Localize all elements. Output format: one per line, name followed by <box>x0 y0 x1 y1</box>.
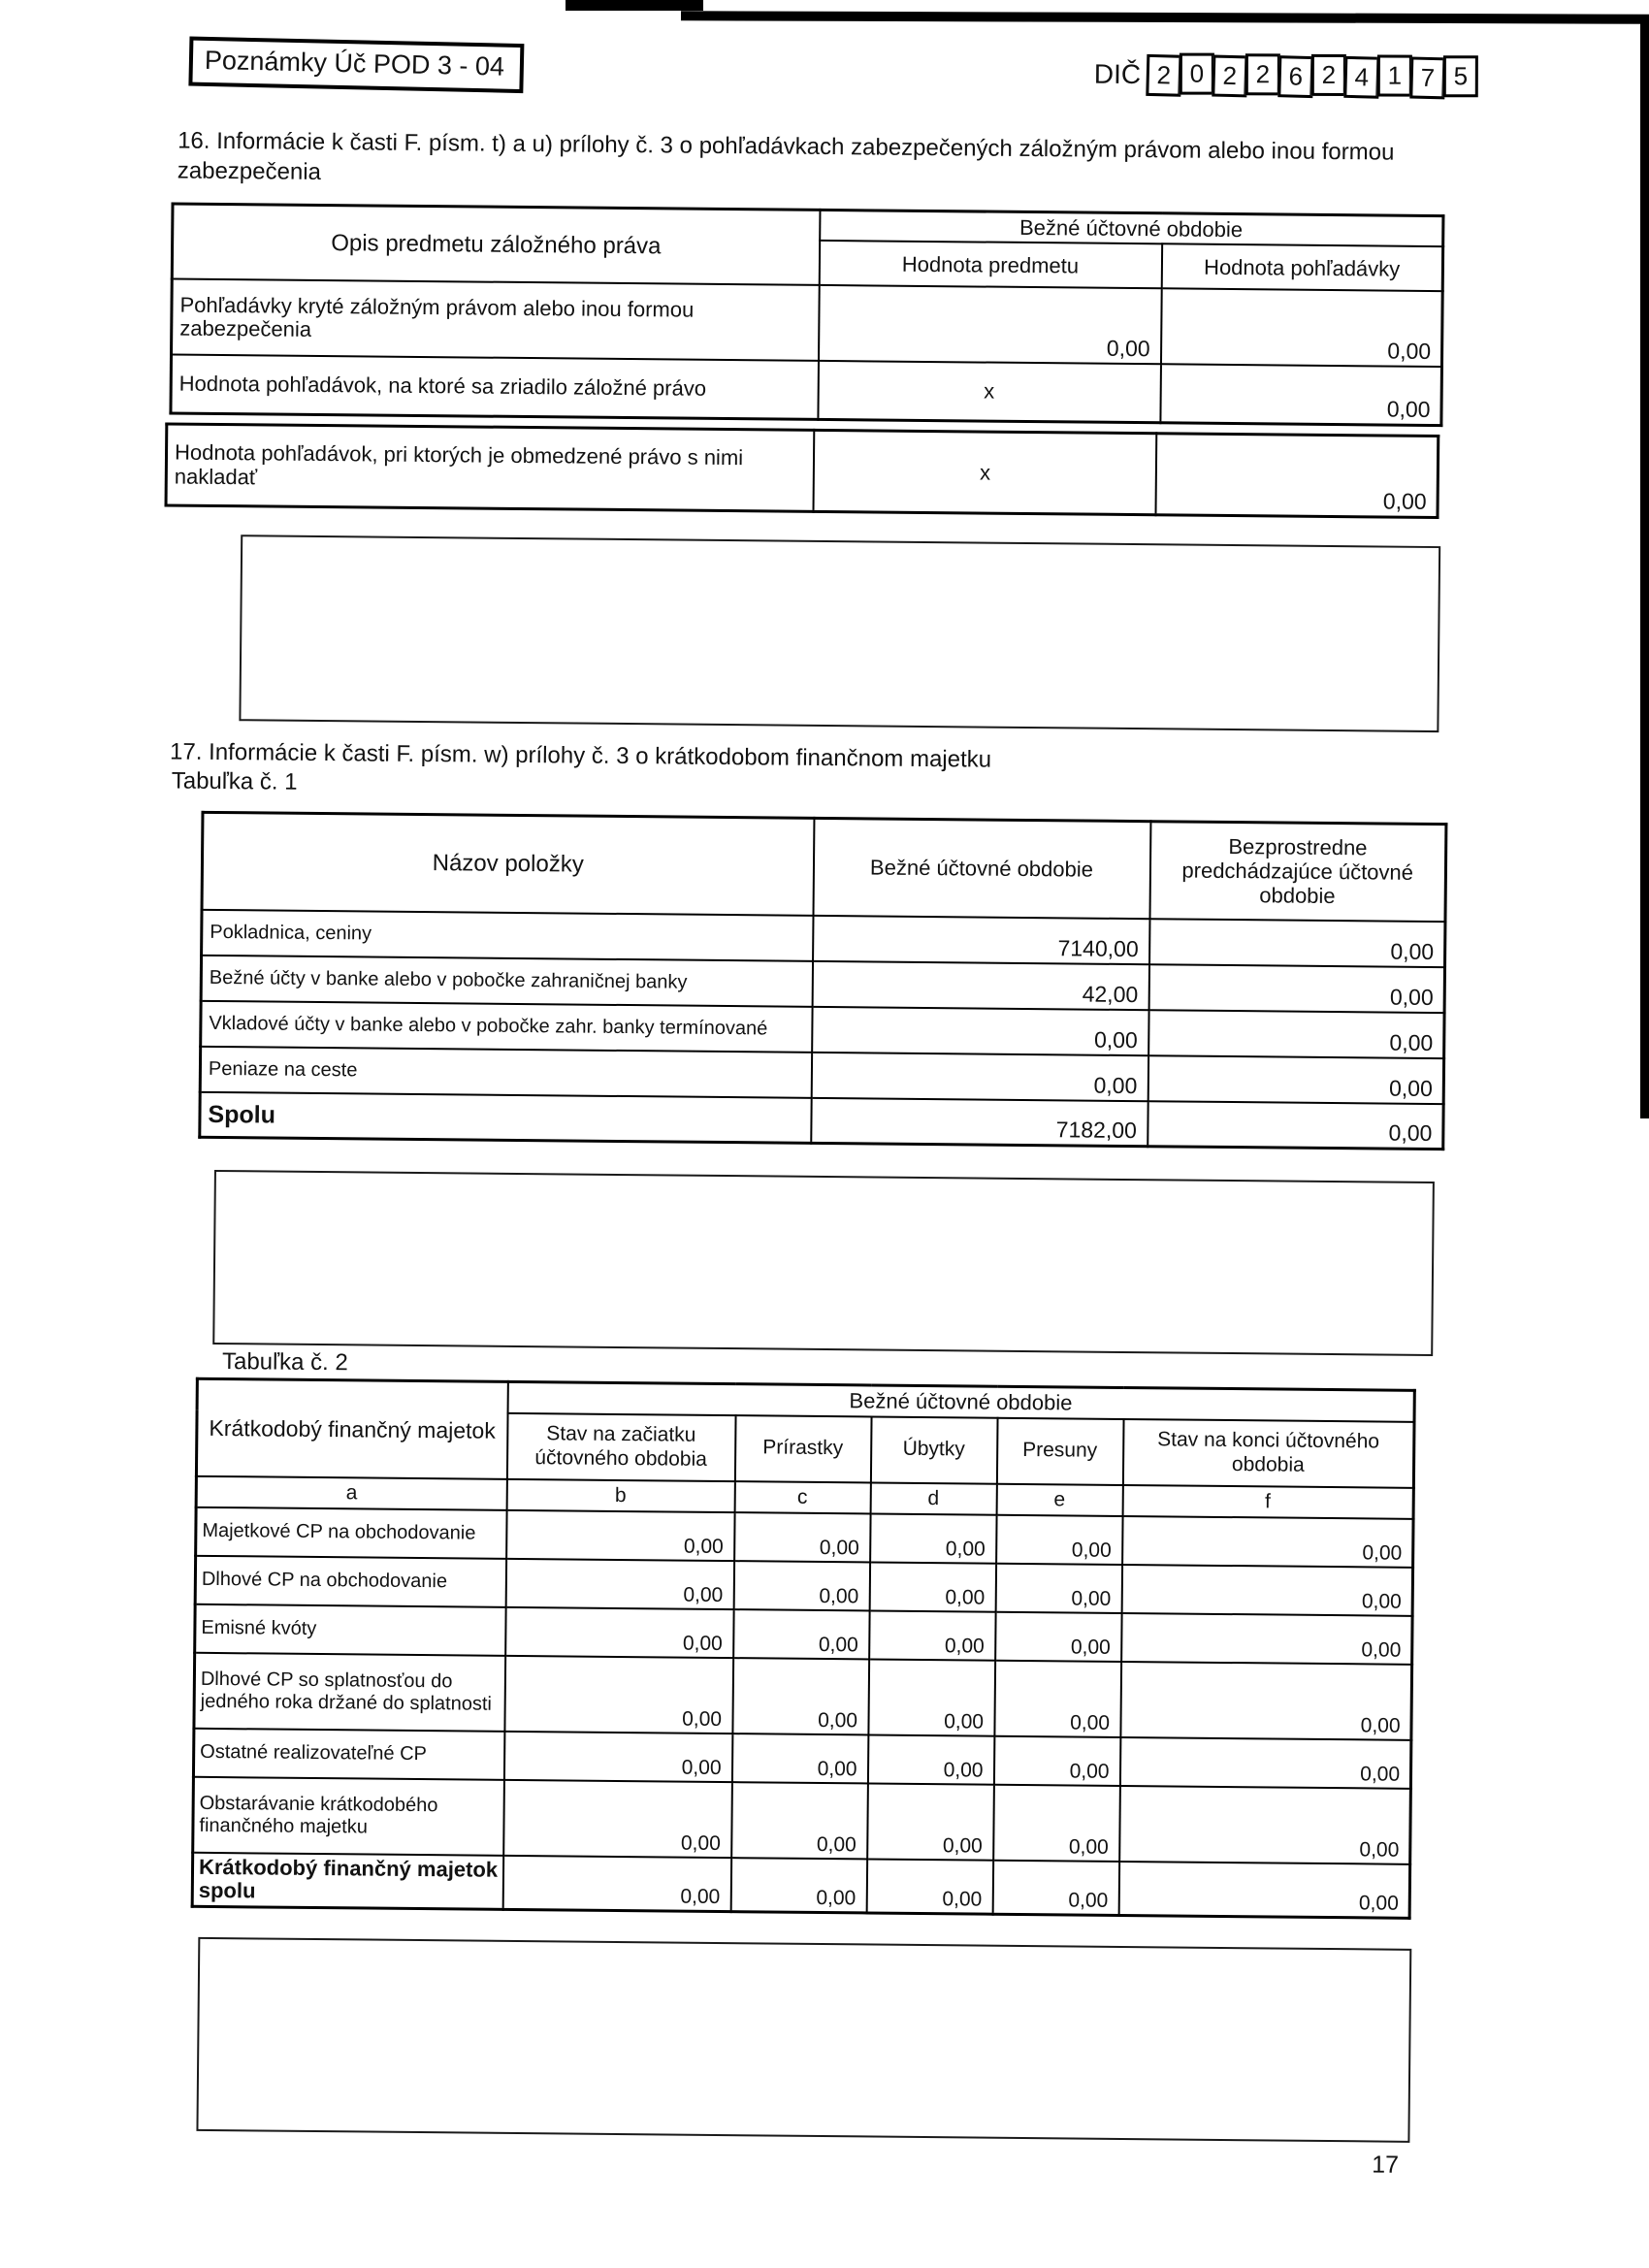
value-cell: 0,00 <box>866 1859 993 1914</box>
row-label: Pokladnica, ceniny <box>202 909 813 960</box>
value-cell: 0,00 <box>993 1735 1119 1785</box>
dic-field <box>1094 53 1479 99</box>
value-cell: 42,00 <box>812 960 1148 1009</box>
value-cell: 0,00 <box>996 1514 1122 1564</box>
value-cell: 0,00 <box>994 1660 1121 1736</box>
row-label: Dlhové CP na obchodovanie <box>195 1555 505 1606</box>
section16-table-continued <box>165 422 1440 519</box>
value-cell: 0,00 <box>992 1860 1119 1915</box>
column-letter: f <box>1122 1484 1413 1518</box>
column-letter: a <box>196 1475 506 1509</box>
column-letter: c <box>734 1481 870 1513</box>
column-header: Názov položky <box>202 812 814 915</box>
column-header: Úbytky <box>870 1416 997 1483</box>
column-letter: e <box>996 1483 1122 1515</box>
value-cell: 0,00 <box>505 1558 733 1608</box>
section16-table <box>169 202 1444 426</box>
section16-heading: 16. Informácie k časti F. písm. t) a u) prílohy č. 3 o pohľadávkach zabezpečených záložným právom alebo inou formou zabezpečenia <box>177 127 1395 186</box>
table-row <box>166 424 1439 518</box>
value-cell: 0,00 <box>733 1561 869 1610</box>
value-cell: 7182,00 <box>811 1097 1148 1146</box>
value-cell: 0,00 <box>502 1855 731 1911</box>
column-header: Bežné účtovné obdobie <box>820 210 1443 246</box>
value-cell: 0,00 <box>505 1606 733 1657</box>
dic-digit-box: 2 <box>1147 54 1182 97</box>
column-header: Bežné účtovné obdobie <box>813 818 1150 918</box>
value-cell: 0,00 <box>1148 1010 1444 1058</box>
value-cell: 0,00 <box>504 1655 733 1733</box>
value-cell: 0,00 <box>1119 1785 1411 1863</box>
row-label: Peniaze na ceste <box>200 1046 811 1097</box>
section17-table2 <box>191 1377 1416 1920</box>
section17-table1 <box>198 811 1447 1150</box>
value-cell: 0,00 <box>1149 919 1445 967</box>
column-header: Stav na začiatku účtovného obdobia <box>506 1412 735 1480</box>
table-row <box>192 1852 1410 1918</box>
section17-heading: 17. Informácie k časti F. písm. w) prílohy č. 3 o krátkodobom finančnom majetku <box>169 738 992 773</box>
value-cell: 0,00 <box>1148 1101 1443 1150</box>
value-cell: 0,00 <box>869 1610 995 1660</box>
value-cell: 0,00 <box>506 1509 734 1560</box>
value-cell: 0,00 <box>812 1006 1148 1054</box>
row-label: Emisné kvóty <box>195 1604 505 1655</box>
row-label: Spolu <box>200 1091 811 1143</box>
row-label: Ostatné realizovateľné CP <box>193 1728 503 1779</box>
value-cell: 0,00 <box>995 1611 1121 1661</box>
row-label: Hodnota pohľadávok, pri ktorých je obmedzené právo s nimi nakladať <box>166 424 814 511</box>
table-row <box>172 279 1443 368</box>
value-cell: 0,00 <box>1121 1564 1413 1615</box>
value-cell: 0,00 <box>1118 1861 1410 1918</box>
value-cell: 0,00 <box>503 1731 731 1781</box>
value-cell: 0,00 <box>1148 964 1444 1013</box>
value-cell: 0,00 <box>993 1784 1120 1861</box>
dic-digit-box: 6 <box>1278 55 1314 98</box>
column-letter: b <box>506 1478 734 1511</box>
value-cell: 0,00 <box>868 1659 995 1735</box>
table-row <box>193 1776 1411 1863</box>
column-letter: d <box>870 1482 996 1514</box>
value-cell: 0,00 <box>1156 434 1439 518</box>
value-cell: x <box>818 361 1161 422</box>
table-row <box>194 1652 1412 1739</box>
value-cell: 0,00 <box>867 1783 994 1860</box>
dic-digit-box: 1 <box>1377 55 1412 97</box>
form-title: Poznámky Úč POD 3 - 04 <box>188 37 524 94</box>
column-header: Prírastky <box>734 1415 871 1482</box>
column-header: Bezprostredne predchádzajúce účtovné obdobie <box>1149 822 1446 922</box>
table-row <box>171 355 1442 426</box>
row-label: Obstarávanie krátkodobého finančného majetku <box>193 1776 504 1855</box>
row-label: Krátkodobý finančný majetok spolu <box>192 1852 503 1909</box>
column-header: Bežné účtovné obdobie <box>507 1381 1414 1421</box>
column-header: Presuny <box>996 1417 1123 1484</box>
column-header: Krátkodobý finančný majetok <box>196 1378 507 1478</box>
column-header: Stav na konci účtovného obdobia <box>1122 1418 1414 1487</box>
dic-digit-box: 2 <box>1311 54 1346 96</box>
table2-caption: Tabuľka č. 2 <box>221 1348 348 1377</box>
value-cell: 0,00 <box>1119 1736 1411 1788</box>
value-cell: 0,00 <box>730 1858 867 1913</box>
value-cell: 0,00 <box>503 1779 732 1857</box>
column-header: Hodnota pohľadávky <box>1161 244 1442 292</box>
value-cell: 0,00 <box>1121 1612 1413 1664</box>
value-cell: 0,00 <box>1120 1661 1412 1739</box>
value-cell: 0,00 <box>869 1562 995 1611</box>
row-label: Majetkové CP na obchodovanie <box>196 1507 506 1558</box>
dic-digit-box: 7 <box>1410 56 1446 99</box>
table1-caption: Tabuľka č. 1 <box>171 767 298 795</box>
value-cell: 0,00 <box>1160 365 1442 426</box>
value-cell: 0,00 <box>732 1658 869 1734</box>
value-cell: 0,00 <box>733 1609 869 1659</box>
value-cell: 0,00 <box>731 1782 868 1859</box>
value-cell: x <box>813 430 1156 514</box>
page-number: 17 <box>1372 2151 1400 2179</box>
value-cell: 0,00 <box>811 1052 1148 1100</box>
row-label: Dlhové CP so splatnosťou do jedného roka držané do splatnosti <box>194 1652 505 1731</box>
dic-digit-box: 4 <box>1344 56 1380 99</box>
value-cell: 0,00 <box>818 285 1161 364</box>
row-label: Pohľadávky kryté záložným právom alebo inou formou zabezpečenia <box>172 279 820 361</box>
dic-digit-box: 2 <box>1212 55 1248 98</box>
row-label: Bežné účty v banke alebo v pobočke zahraničnej banky <box>201 955 812 1006</box>
value-cell: 7140,00 <box>813 915 1149 963</box>
dic-digit-box: 5 <box>1443 55 1478 97</box>
row-label: Hodnota pohľadávok, na ktoré sa zriadilo záložné právo <box>171 355 819 419</box>
notes-empty-box <box>239 535 1440 732</box>
value-cell: 0,00 <box>995 1563 1121 1612</box>
value-cell: 0,00 <box>1160 289 1442 368</box>
table-row <box>173 204 1443 246</box>
notes-empty-box <box>196 1937 1411 2143</box>
dic-digit-box: 2 <box>1245 53 1280 95</box>
value-cell: 0,00 <box>1122 1515 1414 1567</box>
dic-digit-boxes <box>1148 53 1478 98</box>
value-cell: 0,00 <box>1148 1055 1443 1104</box>
value-cell: 0,00 <box>731 1733 867 1783</box>
value-cell: 0,00 <box>867 1734 993 1784</box>
dic-digit-box: 0 <box>1180 53 1214 95</box>
value-cell: 0,00 <box>870 1513 996 1563</box>
column-header: Hodnota predmetu <box>819 241 1161 288</box>
column-header: Opis predmetu záložného práva <box>172 204 820 285</box>
table-row <box>202 812 1446 921</box>
notes-empty-box <box>212 1170 1435 1356</box>
row-label: Vkladové účty v banke alebo v pobočke zahr. banky termínované <box>201 1000 812 1052</box>
value-cell: 0,00 <box>734 1512 870 1562</box>
dic-label: DIČ <box>1093 58 1142 89</box>
